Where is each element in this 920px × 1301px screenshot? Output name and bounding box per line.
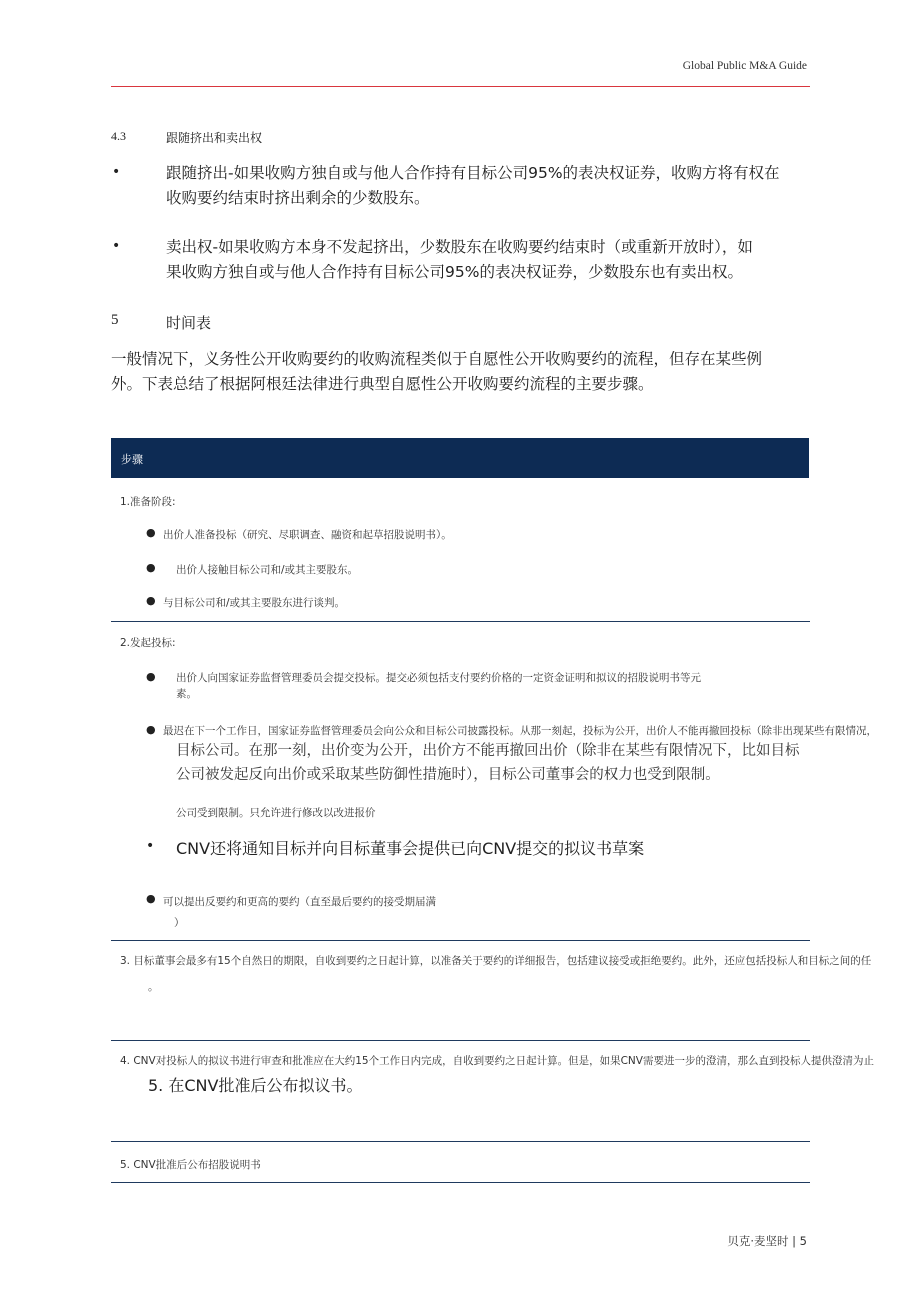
step-item-line: 出价人向国家证券监督管理委员会提交投标。提交必须包括支付要约价格的一定资金证明和拟议的招股说明书等元 — [176, 672, 701, 684]
bullet-marker: • — [112, 238, 121, 254]
step-text: 3. 目标董事会最多有15个自然日的期限，自收到要约之日起计算，以准备关于要约的详细报告，包括建议接受或拒绝要约。此外，还应包括投标人和目标之间的任 — [120, 955, 872, 967]
table-header-label: 步骤 — [121, 453, 143, 466]
step-item: CNV还将通知目标并向目标董事会提供已向CNV提交的拟议书草案 — [176, 839, 645, 858]
section-title: 时间表 — [166, 314, 212, 332]
row-divider — [111, 1040, 810, 1041]
bullet-dot: ● — [146, 594, 156, 607]
bullet-dot: ● — [146, 561, 156, 574]
paragraph-line: 外。下表总结了根据阿根廷法律进行典型自愿性公开收购要约流程的主要步骤。 — [111, 375, 654, 393]
step-item: 与目标公司和/或其主要股东进行谈判。 — [163, 597, 346, 609]
header-divider — [111, 86, 810, 87]
step-item-continuation — [176, 739, 800, 787]
step-item: 出价人准备投标（研究、尽职调查、融资和起草招股说明书）。 — [163, 529, 452, 541]
section-number: 5 — [111, 312, 119, 328]
step-item — [163, 892, 436, 934]
step-item: 最迟在下一个工作日，国家证券监督管理委员会向公众和目标公司披露投标。从那一刻起，投标为公开，出价人不能再撤回投标（除非出现某些有限情况， — [163, 725, 877, 737]
step-item-line: 素。 — [176, 688, 197, 700]
bullet-text — [166, 235, 753, 285]
table-header-bar — [111, 438, 809, 478]
step-title: 1.准备阶段: — [120, 496, 176, 508]
bullet-dot: ● — [146, 723, 156, 736]
section-number: 4.3 — [111, 129, 126, 143]
step-item-line: ） — [174, 917, 185, 929]
row-divider — [111, 940, 810, 941]
bullet-marker: • — [112, 164, 121, 180]
bullet-dot: ● — [146, 670, 156, 683]
bullet-marker: • — [146, 838, 155, 854]
bullet-text — [166, 161, 780, 211]
step-note: 公司受到限制。只允许进行修改以改进报价 — [176, 807, 376, 819]
step-item-line: 公司被发起反向出价或采取某些防御性措施时），目标公司董事会的权力也受到限制。 — [176, 767, 720, 783]
step-item-line: 可以提出反要约和更高的要约（直至最后要约的接受期届满 — [163, 896, 436, 908]
step-item-line: 目标公司。在那一刻，出价变为公开，出价方不能再撤回出价（除非在某些有限情况下，比如目标 — [176, 743, 800, 759]
section-title: 跟随挤出和卖出权 — [166, 131, 263, 145]
step-item — [176, 670, 701, 702]
row-divider — [111, 621, 810, 622]
header-title: Global Public M&A Guide — [682, 60, 807, 72]
bullet-dot: ● — [146, 892, 156, 905]
step-title: 2.发起投标: — [120, 637, 176, 649]
step-text: 4. CNV对投标人的拟议书进行审查和批准应在大约15个工作日内完成，自收到要约之日起计算。但是，如果CNV需要进一步的澄清，那么直到投标人提供澄清为止 — [120, 1055, 874, 1067]
paragraph-line: 一般情况下，义务性公开收购要约的收购流程类似于自愿性公开收购要约的流程，但存在某些例 — [111, 350, 763, 368]
bullet-line: 卖出权-如果收购方本身不发起挤出，少数股东在收购要约结束时（或重新开放时），如 — [166, 238, 753, 256]
step-text: 5. CNV批准后公布招股说明书 — [120, 1159, 261, 1171]
row-divider — [111, 1141, 810, 1142]
step-text-continuation: 。 — [148, 981, 159, 993]
bullet-dot: ● — [146, 526, 156, 539]
row-divider — [111, 1182, 810, 1183]
step-item: 出价人接触目标公司和/或其主要股东。 — [176, 564, 359, 576]
step-subtext: 5. 在CNV批准后公布拟议书。 — [148, 1076, 363, 1095]
intro-paragraph — [111, 347, 762, 397]
page-footer: 贝克·麦坚时 | 5 — [727, 1234, 807, 1248]
bullet-line: 收购要约结束时挤出剩余的少数股东。 — [166, 189, 430, 207]
bullet-line: 跟随挤出-如果收购方独自或与他人合作持有目标公司95%的表决权证券，收购方将有权在 — [166, 164, 780, 182]
bullet-line: 果收购方独自或与他人合作持有目标公司95%的表决权证券，少数股东也有卖出权。 — [166, 263, 743, 281]
